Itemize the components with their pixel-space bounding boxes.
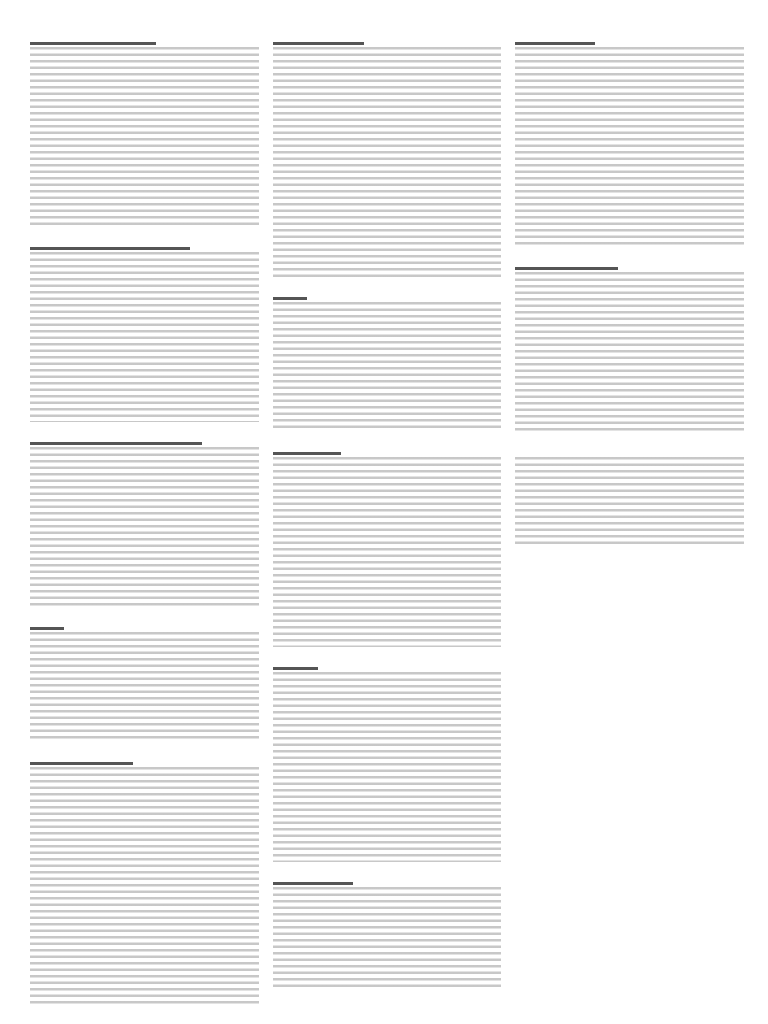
section-heading [30, 750, 259, 758]
section-heading [273, 870, 502, 878]
section-body [30, 252, 259, 422]
section-heading [515, 30, 744, 38]
section [30, 750, 259, 1007]
section [273, 870, 502, 987]
section-heading-placeholder [30, 247, 190, 250]
section-heading-placeholder [30, 762, 133, 765]
section-heading [273, 285, 502, 293]
section [30, 430, 259, 607]
section-body [515, 272, 744, 432]
section-body [30, 447, 259, 607]
section-body [273, 47, 502, 277]
section [273, 285, 502, 432]
section-heading-placeholder [515, 42, 595, 45]
section-heading-placeholder [30, 627, 64, 630]
section-body [273, 672, 502, 862]
section-heading-placeholder [30, 42, 156, 45]
section [273, 30, 502, 277]
section [30, 235, 259, 422]
section-heading [273, 655, 502, 663]
section-heading [30, 615, 259, 623]
section-body [30, 767, 259, 1007]
section [515, 255, 744, 432]
section-body [515, 47, 744, 247]
section-heading-placeholder [30, 442, 202, 445]
section-heading [273, 440, 502, 448]
section-heading-placeholder [273, 452, 342, 455]
section [273, 440, 502, 647]
section-heading [30, 235, 259, 243]
section-heading-placeholder [273, 882, 353, 885]
section-heading-placeholder [273, 42, 364, 45]
section-heading [515, 440, 744, 448]
section-heading [30, 30, 259, 38]
section-heading [515, 255, 744, 263]
section-body [273, 457, 502, 647]
section-body [273, 302, 502, 432]
section-body [30, 632, 259, 742]
section [515, 440, 744, 547]
section-heading-placeholder [273, 297, 307, 300]
section-body [273, 887, 502, 987]
section-heading [273, 30, 502, 38]
section-heading [30, 430, 259, 438]
section [515, 30, 744, 247]
text-column-middle [273, 30, 502, 984]
text-column-left [30, 30, 259, 984]
section-body [30, 47, 259, 227]
section-body [515, 457, 744, 547]
section [30, 615, 259, 742]
section [30, 30, 259, 227]
section-heading-placeholder [515, 267, 618, 270]
section-heading-placeholder [273, 667, 319, 670]
section [273, 655, 502, 862]
text-column-right [515, 30, 744, 984]
